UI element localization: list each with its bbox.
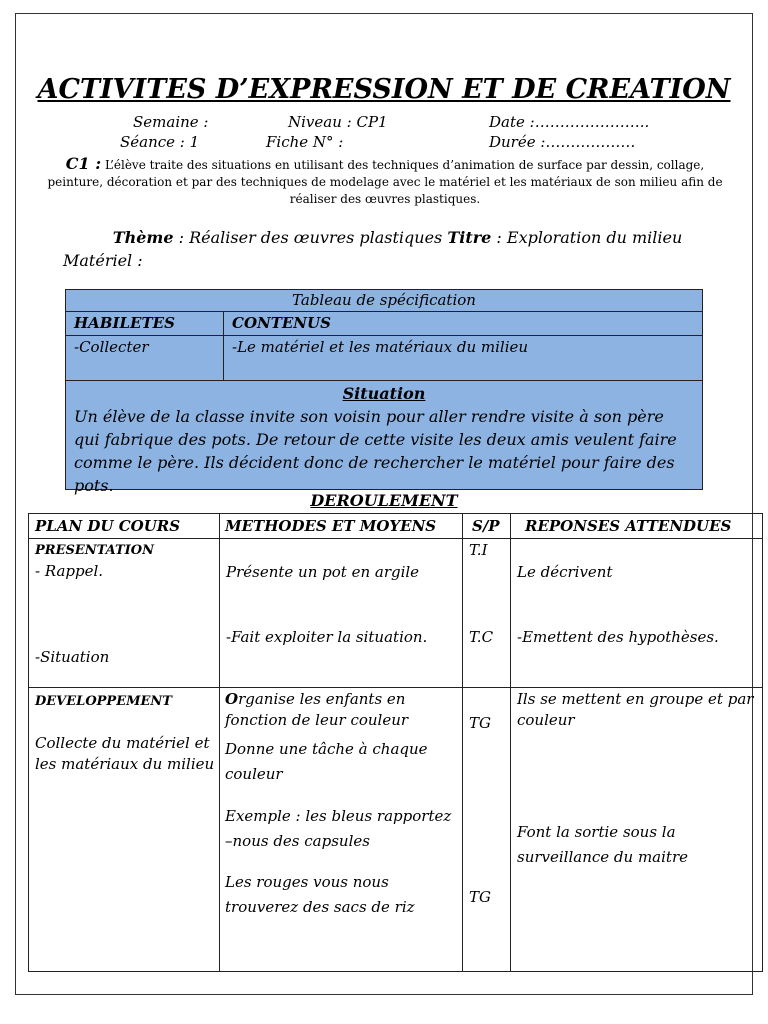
deroulement-table	[28, 513, 763, 972]
titre-label: Titre	[447, 228, 492, 247]
developpement-reponse-1: Ils se mettent en groupe et par couleur	[517, 690, 754, 729]
rappel-text: - Rappel.	[35, 562, 104, 580]
theme-value: : Réaliser des œuvres plastiques	[173, 228, 448, 247]
header-methodes: METHODES ET MOYENS	[225, 517, 437, 535]
developpement-methode-1	[225, 689, 459, 731]
developpement-methode-4: Les rouges vous nous trouverez des sacs de riz	[225, 873, 415, 916]
spec-header-row	[66, 312, 702, 336]
duree-field: Durée :………………	[489, 133, 636, 151]
titre-value: : Exploration du milieu	[491, 228, 683, 247]
developpement-methode-2: Donne une tâche à chaque couleur	[225, 740, 428, 783]
header-reponses: REPONSES ATTENDUES	[525, 517, 732, 535]
theme-line	[0, 228, 768, 247]
section-divider	[29, 687, 762, 688]
methode-1-text: rganise les enfants en fonction de leur couleur	[225, 690, 409, 729]
developpement-label: DEVELOPPEMENT	[35, 694, 172, 709]
situation-title: Situation	[342, 384, 426, 403]
presentation-methode-1: Présente un pot en argile	[226, 563, 420, 581]
situation-text: Un élève de la classe invite son voisin pour aller rendre visite à son père qui fabrique des pots. De retour de cette visite les deux amis veulent faire comme le père. Ils décident donc de rechercher le matériel pour faire des pots.	[74, 407, 677, 495]
header-plan: PLAN DU COURS	[35, 517, 181, 535]
competence-label: C1 :	[65, 154, 102, 173]
developpement-methode-3: Exemple : les bleus rapportez –nous des capsules	[225, 807, 452, 850]
methode-initial: O	[225, 690, 239, 708]
presentation-label: PRESENTATION	[35, 543, 154, 558]
spec-header-contenus: CONTENUS	[232, 314, 331, 332]
developpement-plan: Collecte du matériel et les matériaux du milieu	[35, 734, 215, 773]
spec-body-row	[66, 336, 702, 381]
competence-text: L’élève traite des situations en utilisant des techniques d’animation de surface par dessin, collage, peinture, décoration et par des techniques de modelage avec le matériel et les matériaux de son milieu afin de réaliser des œuvres plastiques.	[47, 158, 723, 206]
specification-table	[65, 289, 703, 495]
fiche-field: Fiche N° :	[266, 133, 344, 151]
situation-block	[66, 382, 702, 497]
competence-block	[40, 155, 730, 208]
header-divider	[29, 538, 762, 539]
theme-label: Thème	[112, 228, 174, 247]
situation-plan-text: -Situation	[35, 648, 110, 666]
column-divider	[510, 514, 511, 971]
niveau-field: Niveau : CP1	[288, 113, 388, 131]
presentation-sp-1: T.I	[469, 541, 488, 559]
presentation-reponse-2: -Emettent des hypothèses.	[517, 628, 719, 646]
deroulement-title: DEROULEMENT	[310, 491, 458, 510]
developpement-sp-1: TG	[469, 714, 491, 732]
column-divider	[219, 514, 220, 971]
spec-contenu: -Le matériel et les matériaux du milieu	[232, 338, 529, 356]
spec-header-habiletes: HABILETES	[66, 312, 224, 335]
materiel-label: Matériel :	[63, 251, 143, 270]
developpement-sp-2: TG	[469, 888, 491, 906]
column-divider	[462, 514, 463, 971]
document-title: ACTIVITES D’EXPRESSION ET DE CREATION	[37, 74, 731, 105]
spec-caption: Tableau de spécification	[66, 290, 702, 312]
semaine-field: Semaine :	[133, 113, 209, 131]
header-sp: S/P	[472, 517, 500, 535]
date-field: Date :…………………..	[489, 113, 650, 131]
developpement-reponse-2: Font la sortie sous la surveillance du maitre	[517, 823, 688, 866]
presentation-methode-2: -Fait exploiter la situation.	[226, 628, 428, 646]
seance-field: Séance : 1	[120, 133, 200, 151]
presentation-reponse-1: Le décrivent	[517, 563, 613, 581]
spec-habilete: -Collecter	[66, 336, 224, 380]
presentation-sp-2: T.C	[469, 628, 494, 646]
